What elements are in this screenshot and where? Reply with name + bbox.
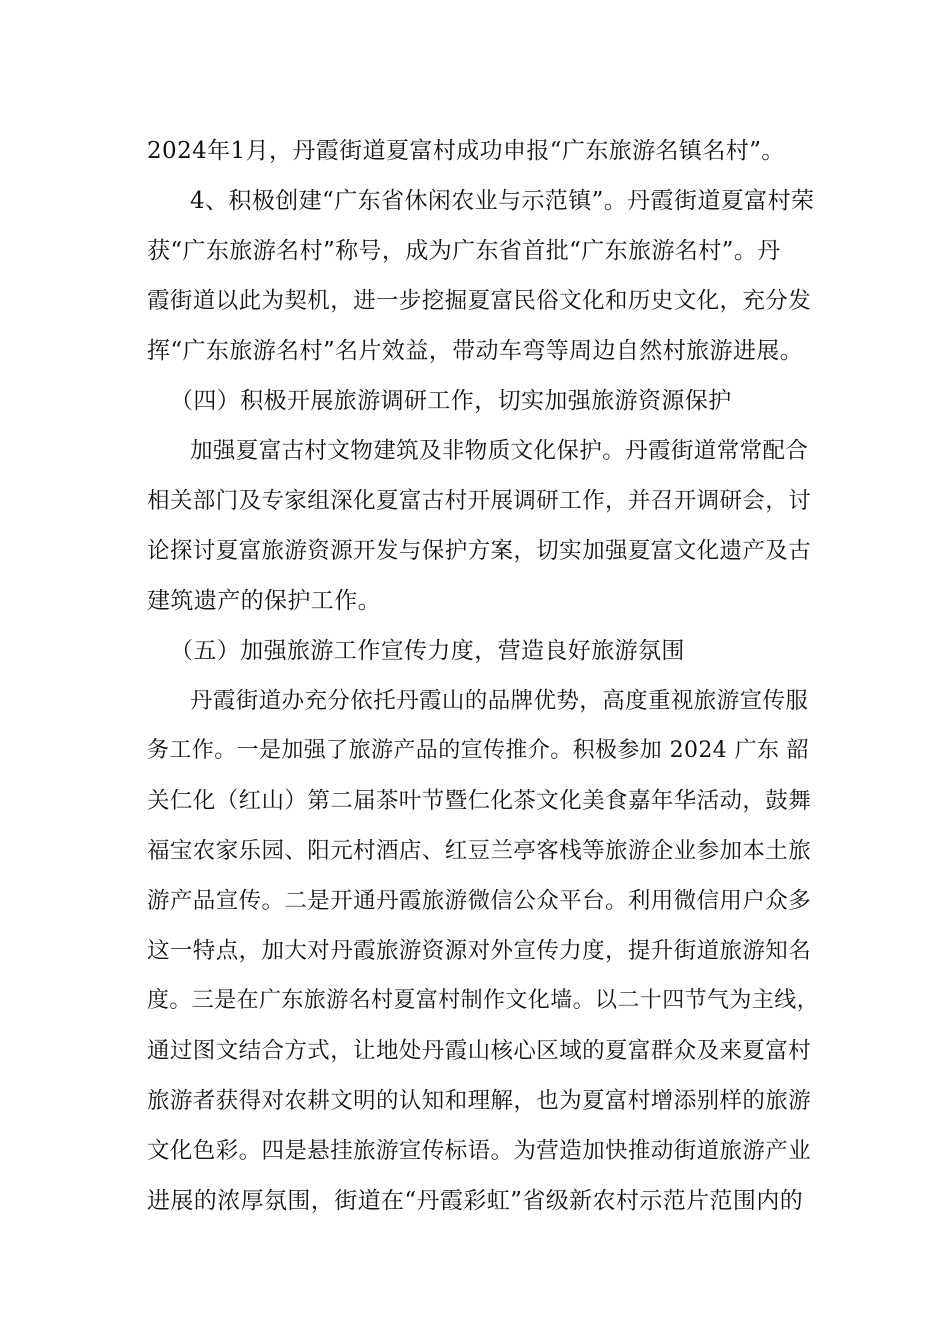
- text-line: 丹霞街道办充分依托丹霞山的品牌优势，高度重视旅游宣传服: [190, 688, 809, 714]
- text-line: 获“广东旅游名村”称号，成为广东省首批“广东旅游名村”。丹: [147, 238, 781, 264]
- text-line: 霞街道以此为契机，进一步挖掘夏富民俗文化和历史文化，充分发: [147, 288, 812, 314]
- text-line: 福宝农家乐园、阳元村酒店、红豆兰亭客栈等旅游企业参加本土旅: [147, 838, 812, 864]
- text-line: 度。三是在广东旅游名村夏富村制作文化墙。以二十四节气为主线，: [147, 988, 820, 1013]
- text-line: 2024年1月，丹霞街道夏富村成功申报“广东旅游名镇名村”。: [147, 138, 785, 164]
- text-line: 加强夏富古村文物建筑及非物质文化保护。丹霞街道常常配合: [190, 438, 809, 464]
- text-line: 建筑遗产的保护工作。: [147, 588, 381, 614]
- text-line: 进展的浓厚氛围，街道在“丹霞彩虹”省级新农村示范片范围内的: [147, 1188, 804, 1214]
- text-line: 相关部门及专家组深化夏富古村开展调研工作，并召开调研会，讨: [147, 488, 812, 514]
- text-line: 通过图文结合方式，让地处丹霞山核心区域的夏富群众及来夏富村: [147, 1038, 812, 1064]
- text-line: 游产品宣传。二是开通丹霞旅游微信公众平台。利用微信用户众多: [147, 888, 812, 914]
- text-line: 关仁化（红山）第二届茶叶节暨仁化茶文化美食嘉年华活动，鼓舞: [147, 788, 812, 814]
- text-line: 务工作。一是加强了旅游产品的宣传推介。积极参加 2024 广东 韶: [147, 738, 810, 763]
- text-line: 4、积极创建“广东省休闲农业与示范镇”。丹霞街道夏富村荣: [190, 188, 815, 214]
- section-heading: （四）积极开展旅游调研工作，切实加强旅游资源保护: [170, 388, 732, 414]
- text-line: 旅游者获得对农耕文明的认知和理解，也为夏富村增添别样的旅游: [147, 1088, 812, 1114]
- text-line: 文化色彩。四是悬挂旅游宣传标语。为营造加快推动街道旅游产业: [147, 1138, 812, 1164]
- section-heading: （五）加强旅游工作宣传力度，营造良好旅游氛围: [170, 638, 685, 664]
- text-line: 论探讨夏富旅游资源开发与保护方案，切实加强夏富文化遗产及古: [147, 538, 812, 564]
- text-line: 这一特点，加大对丹霞旅游资源对外宣传力度，提升街道旅游知名: [147, 938, 812, 964]
- text-line: 挥“广东旅游名村”名片效益，带动车弯等周边自然村旅游进展。: [147, 338, 804, 364]
